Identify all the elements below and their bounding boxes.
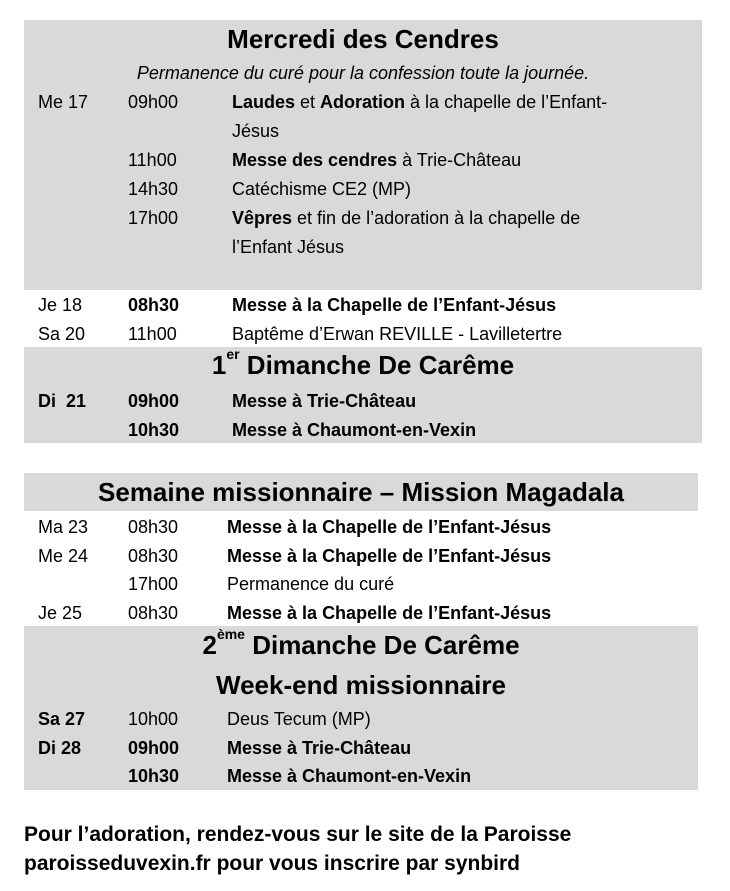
s1-r1-plain2: à la chapelle de l’Enfant- [405,92,608,112]
s2-r1-text: Messe à Trie-Château [232,391,417,411]
r6-day: Sa 20 [38,324,86,344]
section4-title [24,626,698,661]
s3-r1-text: Messe à la Chapelle de l’Enfant-Jésus [227,517,552,537]
s1-r2-plain1: à Trie-Château [397,150,522,170]
s4-r3-time: 10h30 [128,766,180,786]
section4-subtitle: Week-end missionnaire [216,670,506,700]
s1-r1-plain1: et [295,92,321,112]
s1-r4-cont: l’Enfant Jésus [232,237,345,257]
section4-title-sup: ème [216,626,245,642]
s1-r1-bold2: Adoration [320,92,406,112]
s1-r3-text: Catéchisme CE2 (MP) [232,179,412,199]
s3-r3-text: Permanence du curé [227,574,395,594]
s1-r1-bold1: Laudes [232,92,296,112]
s4-r2-time: 09h00 [128,738,180,758]
section4-title-rest: Dimanche De Carême [244,630,520,660]
s3-r4-day: Je 25 [38,603,83,623]
r6-text: Baptême d’Erwan REVILLE - Lavilletertre [232,324,563,344]
s2-r2-text: Messe à Chaumont-en-Vexin [232,420,477,440]
section2-title-num: 1 [211,350,227,380]
s1-r4-text [232,207,580,229]
s4-r2-text: Messe à Trie-Château [227,738,412,758]
s1-r1-day: Me 17 [38,92,89,112]
r5-day: Je 18 [38,295,83,315]
s1-r2-bold1: Messe des cendres [232,150,398,170]
s4-r1-text: Deus Tecum (MP) [227,709,371,729]
s2-r2-time: 10h30 [128,420,180,440]
footer-line1: Pour l’adoration, rendez-vous sur le site de la Paroisse [24,823,572,846]
s3-r4-text: Messe à la Chapelle de l’Enfant-Jésus [227,603,552,623]
s3-r2-text: Messe à la Chapelle de l’Enfant-Jésus [227,546,552,566]
section2-title-sup: er [226,346,240,362]
s2-r1-time: 09h00 [128,391,180,411]
section2-title [24,346,702,381]
section1-title: Mercredi des Cendres [227,24,499,54]
s3-r1-time: 08h30 [128,517,179,537]
section4-title-num: 2 [202,630,217,660]
s3-r2-time: 08h30 [128,546,179,566]
s3-r4-time: 08h30 [128,603,179,623]
s1-r2-time: 11h00 [128,150,177,170]
s1-r1-time: 09h00 [128,92,179,112]
r6-time: 11h00 [128,324,177,344]
s1-r3-time: 14h30 [128,179,179,199]
s4-r2-day: Di 28 [38,738,82,758]
s3-r1-day: Ma 23 [38,517,89,537]
s1-r4-bold1: Vêpres [232,208,293,228]
section1-subtitle: Permanence du curé pour la confession toute la journée. [136,63,590,83]
s1-r1-text [232,91,607,113]
footer-line2: paroisseduvexin.fr pour vous inscrire par synbird [24,852,520,875]
s4-r3-text: Messe à Chaumont-en-Vexin [227,766,472,786]
s3-r3-time: 17h00 [128,574,179,594]
s4-r1-time: 10h00 [128,709,179,729]
section2-title-rest: Dimanche De Carême [239,350,515,380]
s1-r1-cont: Jésus [232,121,280,141]
section3-title: Semaine missionnaire – Mission Magadala [98,477,624,507]
r5-text: Messe à la Chapelle de l’Enfant-Jésus [232,295,557,315]
s1-r4-time: 17h00 [128,208,179,228]
s4-r1-day: Sa 27 [38,709,86,729]
r5-time: 08h30 [128,295,180,315]
s2-r1-day: Di 21 [38,391,87,411]
s3-r2-day: Me 24 [38,546,89,566]
s1-r2-text [232,149,521,171]
s1-r4-plain1: et fin de l’adoration à la chapelle de [292,208,581,228]
